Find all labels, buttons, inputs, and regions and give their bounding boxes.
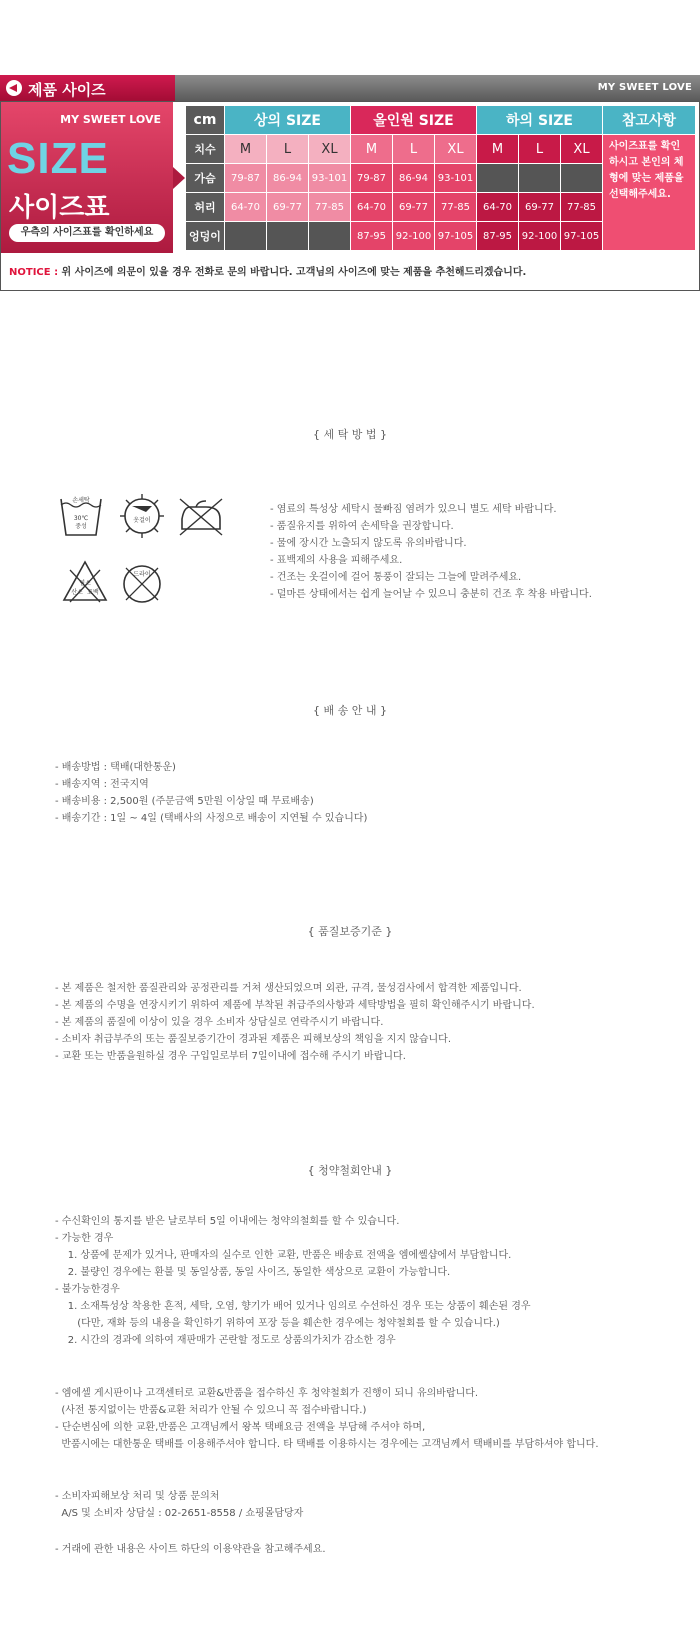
- delivery-list: [55, 759, 367, 827]
- delivery-title: { 배 송 안 내 }: [313, 704, 387, 717]
- value-cell: 64-70: [225, 193, 267, 222]
- value-cell: 77-85: [561, 193, 603, 222]
- panel-brand: MY SWEET LOVE: [60, 113, 161, 126]
- list-item: - 단순변심에 의한 교환,반품은 고객님께서 왕복 택배요금 전액을 부담해 주셔야 하며,: [55, 1422, 426, 1433]
- value-cell: 77-85: [309, 193, 351, 222]
- list-item: - 품질유지를 위하여 손세탁을 권장합니다.: [270, 521, 454, 532]
- group-note: 참고사항: [603, 106, 696, 135]
- value-cell: 86-94: [393, 164, 435, 193]
- list-item: - 불가능한경우: [55, 1284, 120, 1295]
- quality-list: [55, 980, 535, 1065]
- list-item: 2. 시간의 경과에 의하여 재판매가 곤란할 정도로 상품의가치가 감소한 경우: [55, 1335, 396, 1346]
- list-item: - 교환 또는 반품을원하실 경우 구입일로부터 7일이내에 접수해 주시기 바랍니다.: [55, 1051, 406, 1062]
- unit-label: cm: [193, 112, 217, 128]
- bleach-label-bleach: 표백: [87, 589, 99, 596]
- value-cell: 79-87: [351, 164, 393, 193]
- list-item: 반품시에는 대한통운 택배를 이용해주셔야 합니다. 타 택배를 이용하시는 경우에는 고객님께서 택배비를 부담하셔야 합니다.: [55, 1439, 599, 1450]
- list-item: - 덜마른 상태에서는 쉽게 늘어날 수 있으니 충분히 건조 후 착용 바랍니다.: [270, 589, 592, 600]
- value-cell: 69-77: [267, 193, 309, 222]
- size-cell: L: [393, 135, 435, 164]
- list-item: - 본 제품의 품질에 이상이 있을 경우 소비자 상담실로 연락주시기 바랍니다.: [55, 1017, 384, 1028]
- list-item: - 배송지역 : 전국지역: [55, 779, 149, 790]
- list-item: - 가능한 경우: [55, 1233, 114, 1244]
- panel-size-word: SIZE: [7, 134, 109, 183]
- unit-cell: [186, 106, 225, 135]
- washing-list: [270, 501, 592, 603]
- panel-size-kor: 사이즈표: [9, 193, 110, 223]
- value-cell: 69-77: [519, 193, 561, 222]
- group-allinone-size: 올인원 SIZE: [351, 106, 477, 135]
- size-cell: M: [225, 135, 267, 164]
- value-cell: 97-105: [561, 222, 603, 251]
- value-cell: 92-100: [393, 222, 435, 251]
- list-item: - 건조는 옷걸이에 걸어 통풍이 잘되는 그늘에 말려주세요.: [270, 572, 522, 583]
- section-header-tab: [0, 75, 175, 101]
- no-iron-icon: [176, 495, 226, 539]
- empty-cell: [309, 222, 351, 251]
- note-cell: 사이즈표를 확인하시고 본인의 체형에 맞는 제품을 선택해주세요.: [603, 135, 696, 251]
- section-header-title: 제품 사이즈: [28, 81, 106, 99]
- bleach-label-chlorine: 염소: [79, 580, 91, 587]
- list-item: - 배송방법 : 택배(대한통운): [55, 762, 176, 773]
- list-item: - 수신확인의 통지를 받은 날로부터 5일 이내에는 청약의철회를 할 수 있습니다.: [55, 1216, 400, 1227]
- list-item: 1. 상품에 문제가 있거나, 판매자의 실수로 인한 교환, 반품은 배송료 전액을 엠에쎌샵에서 부담합니다.: [55, 1250, 512, 1261]
- panel-instruction-pill: 우측의 사이즈표를 확인하세요: [9, 224, 165, 242]
- no-bleach-icon: [60, 558, 110, 606]
- withdrawal-process-list: [55, 1385, 599, 1453]
- section-header-bar: [0, 75, 700, 101]
- handwash-icon: [58, 495, 104, 539]
- group-top-size: 상의 SIZE: [225, 106, 351, 135]
- value-cell: 77-85: [435, 193, 477, 222]
- notice-text: 위 사이즈에 의문이 있을 경우 전화로 문의 바랍니다. 고객님의 사이즈에 맞는 제품을 추천해드리겠습니다.: [61, 267, 527, 278]
- value-cell: 93-101: [309, 164, 351, 193]
- empty-cell: [267, 222, 309, 251]
- no-dryclean-icon: [120, 562, 164, 606]
- handwash-detergent: 중성: [75, 523, 87, 530]
- list-item: - 염료의 특성상 세탁시 물빠짐 염려가 있으니 별도 세탁 바랍니다.: [270, 504, 557, 515]
- list-item: (사전 통지없이는 반품&교환 처리가 안될 수 있으니 꼭 접수바랍니다.): [55, 1405, 367, 1416]
- row-label-size: 치수: [186, 135, 225, 164]
- list-item: (다만, 재화 등의 내용을 확인하기 위하여 포장 등을 훼손한 경우에는 청약철회를 할 수 있습니다.): [55, 1318, 500, 1329]
- terms-note: [55, 1541, 326, 1558]
- withdrawal-list: [55, 1213, 531, 1349]
- list-item: - 물에 장시간 노출되지 않도록 유의바랍니다.: [270, 538, 467, 549]
- value-cell: 87-95: [477, 222, 519, 251]
- list-item: - 소비자 취급부주의 또는 품질보증기간이 경과된 제품은 피해보상의 책임을 지지 않습니다.: [55, 1034, 451, 1045]
- group-bottom-size: 하의 SIZE: [477, 106, 603, 135]
- row-label-chest: 가슴: [186, 164, 225, 193]
- size-cell: M: [477, 135, 519, 164]
- size-cell: L: [267, 135, 309, 164]
- empty-cell: [519, 164, 561, 193]
- list-item: - 본 제품은 철저한 품질관리와 공정관리를 거쳐 생산되었으며 외관, 규격, 물성검사에서 합격한 제품입니다.: [55, 983, 522, 994]
- value-cell: 92-100: [519, 222, 561, 251]
- list-item: 2. 불량인 경우에는 환불 및 동일상품, 동일 사이즈, 동일한 색상으로 교환이 가능합니다.: [55, 1267, 451, 1278]
- empty-cell: [477, 164, 519, 193]
- size-cell: XL: [561, 135, 603, 164]
- list-item: A/S 및 소비자 상담실 : 02-2651-8558 / 쇼핑몰담당자: [55, 1508, 304, 1519]
- value-cell: 69-77: [393, 193, 435, 222]
- washing-title: { 세 탁 방 법 }: [313, 428, 387, 441]
- value-cell: 64-70: [351, 193, 393, 222]
- row-label-hip: 엉덩이: [186, 222, 225, 251]
- size-cell: XL: [309, 135, 351, 164]
- bleach-label-oxygen: 산소: [71, 589, 83, 596]
- quality-title: { 품질보증기준 }: [307, 925, 393, 938]
- list-item: - 배송비용 : 2,500원 (주문금액 5만원 이상일 때 무료배송): [55, 796, 314, 807]
- list-item: - 표백제의 사용을 피해주세요.: [270, 555, 403, 566]
- row-label-waist: 허리: [186, 193, 225, 222]
- contact-list: [55, 1488, 303, 1522]
- list-item: - 배송기간 : 1일 ~ 4일 (택배사의 사정으로 배송이 지연될 수 있습니다): [55, 813, 368, 824]
- value-cell: 79-87: [225, 164, 267, 193]
- arrow-left-icon: [6, 80, 22, 96]
- list-item: - 엠에셀 게시판이나 고객센터로 교환&반품을 접수하신 후 청약철회가 진행이 되니 유의바랍니다.: [55, 1388, 479, 1399]
- size-cell: XL: [435, 135, 477, 164]
- withdrawal-title: { 청약철회안내 }: [307, 1164, 393, 1177]
- value-cell: 93-101: [435, 164, 477, 193]
- value-cell: 64-70: [477, 193, 519, 222]
- empty-cell: [561, 164, 603, 193]
- notice-line: [9, 263, 526, 278]
- value-cell: 87-95: [351, 222, 393, 251]
- no-wring-label: 옷걸이: [133, 517, 151, 524]
- value-cell: 97-105: [435, 222, 477, 251]
- table-row: [186, 135, 696, 164]
- handwash-label: 손세탁: [72, 497, 90, 504]
- list-item: - 소비자피해보상 처리 및 상품 문의처: [55, 1491, 220, 1502]
- size-title-panel: [1, 102, 173, 253]
- size-chart-frame: [0, 101, 700, 291]
- value-cell: 86-94: [267, 164, 309, 193]
- size-chart-section: [0, 75, 700, 291]
- list-item: 1. 소재특성상 착용한 흔적, 세탁, 오염, 향기가 배어 있거나 임의로 수선하신 경우 또는 상품이 훼손된 경우: [55, 1301, 531, 1312]
- list-item: - 거래에 관한 내용은 사이트 하단의 이용약관을 참고해주세요.: [55, 1544, 326, 1555]
- empty-cell: [225, 222, 267, 251]
- size-cell: M: [351, 135, 393, 164]
- no-wring-icon: [118, 492, 166, 540]
- header-brand: MY SWEET LOVE: [597, 82, 692, 93]
- handwash-temp: 30℃: [73, 515, 89, 522]
- size-table: [185, 105, 696, 251]
- size-cell: L: [519, 135, 561, 164]
- dryclean-label: 드라이: [133, 571, 151, 578]
- notice-label: NOTICE :: [9, 267, 59, 278]
- list-item: - 본 제품의 수명을 연장시키기 위하여 제품에 부착된 취급주의사항과 세탁방법을 필히 확인해주시기 바랍니다.: [55, 1000, 535, 1011]
